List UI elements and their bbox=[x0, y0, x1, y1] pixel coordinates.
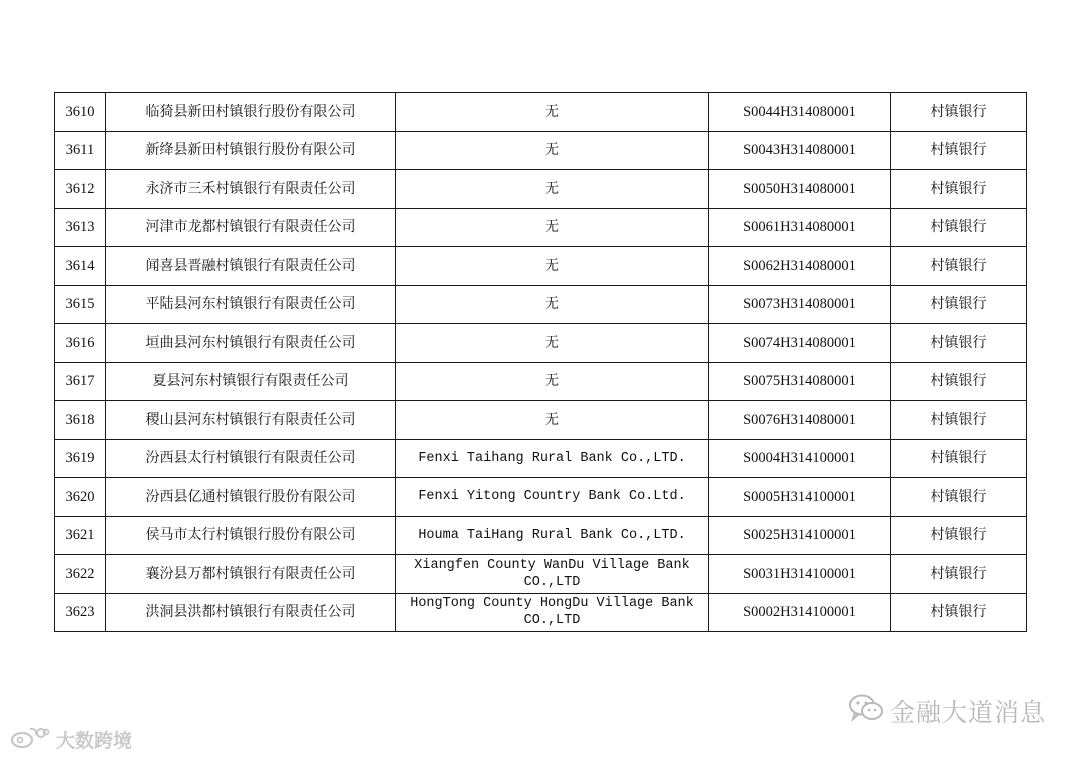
license-code-cell: S0005H314100001 bbox=[709, 478, 891, 517]
license-code-cell: S0074H314080001 bbox=[709, 324, 891, 363]
row-number-cell: 3615 bbox=[55, 285, 106, 324]
institution-type-cell: 村镇银行 bbox=[891, 593, 1027, 632]
table-row bbox=[55, 516, 1027, 555]
table-row bbox=[55, 285, 1027, 324]
english-name-cell: 无 bbox=[396, 285, 709, 324]
license-code-cell: S0061H314080001 bbox=[709, 208, 891, 247]
weibo-icon bbox=[10, 724, 50, 755]
watermark-weibo bbox=[10, 724, 132, 755]
row-number-cell: 3622 bbox=[55, 555, 106, 594]
english-name-cell: Fenxi Taihang Rural Bank Co.,LTD. bbox=[396, 439, 709, 478]
institution-type-cell: 村镇银行 bbox=[891, 247, 1027, 286]
row-number-cell: 3614 bbox=[55, 247, 106, 286]
english-name-cell: 无 bbox=[396, 170, 709, 209]
bank-name-cell: 襄汾县万都村镇银行有限责任公司 bbox=[106, 555, 396, 594]
table-row bbox=[55, 170, 1027, 209]
row-number-cell: 3621 bbox=[55, 516, 106, 555]
row-number-cell: 3610 bbox=[55, 93, 106, 132]
bank-name-cell: 稷山县河东村镇银行有限责任公司 bbox=[106, 401, 396, 440]
license-code-cell: S0062H314080001 bbox=[709, 247, 891, 286]
watermark-wechat-text: 金融大道消息 bbox=[889, 698, 1046, 727]
wechat-icon bbox=[848, 693, 884, 729]
table-row bbox=[55, 593, 1027, 632]
english-name-cell: Xiangfen County WanDu Village Bank CO.,LTD bbox=[396, 555, 709, 594]
table-row bbox=[55, 362, 1027, 401]
bank-name-cell: 新绛县新田村镇银行股份有限公司 bbox=[106, 131, 396, 170]
table-row bbox=[55, 131, 1027, 170]
bank-name-cell: 闻喜县晋融村镇银行有限责任公司 bbox=[106, 247, 396, 286]
table-row bbox=[55, 439, 1027, 478]
bank-name-cell: 洪洞县洪都村镇银行有限责任公司 bbox=[106, 593, 396, 632]
english-name-cell: 无 bbox=[396, 93, 709, 132]
row-number-cell: 3611 bbox=[55, 131, 106, 170]
institution-type-cell: 村镇银行 bbox=[891, 131, 1027, 170]
table-row bbox=[55, 247, 1027, 286]
license-code-cell: S0050H314080001 bbox=[709, 170, 891, 209]
license-code-cell: S0073H314080001 bbox=[709, 285, 891, 324]
institution-type-cell: 村镇银行 bbox=[891, 208, 1027, 247]
institution-type-cell: 村镇银行 bbox=[891, 555, 1027, 594]
row-number-cell: 3618 bbox=[55, 401, 106, 440]
license-code-cell: S0002H314100001 bbox=[709, 593, 891, 632]
english-name-cell: Fenxi Yitong Country Bank Co.Ltd. bbox=[396, 478, 709, 517]
table-row bbox=[55, 555, 1027, 594]
license-code-cell: S0025H314100001 bbox=[709, 516, 891, 555]
institution-type-cell: 村镇银行 bbox=[891, 401, 1027, 440]
bank-name-cell: 侯马市太行村镇银行股份有限公司 bbox=[106, 516, 396, 555]
row-number-cell: 3620 bbox=[55, 478, 106, 517]
license-code-cell: S0044H314080001 bbox=[709, 93, 891, 132]
license-code-cell: S0076H314080001 bbox=[709, 401, 891, 440]
table-row bbox=[55, 208, 1027, 247]
english-name-cell: 无 bbox=[396, 401, 709, 440]
institution-type-cell: 村镇银行 bbox=[891, 170, 1027, 209]
institution-type-cell: 村镇银行 bbox=[891, 362, 1027, 401]
bank-name-cell: 临猗县新田村镇银行股份有限公司 bbox=[106, 93, 396, 132]
row-number-cell: 3613 bbox=[55, 208, 106, 247]
bank-name-cell: 河津市龙都村镇银行有限责任公司 bbox=[106, 208, 396, 247]
english-name-cell: 无 bbox=[396, 362, 709, 401]
watermark-weibo-text: 大数跨境 bbox=[56, 730, 133, 752]
table-row bbox=[55, 401, 1027, 440]
row-number-cell: 3616 bbox=[55, 324, 106, 363]
bank-list-table bbox=[54, 92, 1027, 632]
table-row bbox=[55, 324, 1027, 363]
institution-type-cell: 村镇银行 bbox=[891, 516, 1027, 555]
table-body bbox=[55, 93, 1027, 632]
bank-name-cell: 永济市三禾村镇银行有限责任公司 bbox=[106, 170, 396, 209]
row-number-cell: 3623 bbox=[55, 593, 106, 632]
watermark-wechat bbox=[848, 693, 1046, 729]
institution-type-cell: 村镇银行 bbox=[891, 285, 1027, 324]
bank-name-cell: 汾西县亿通村镇银行股份有限公司 bbox=[106, 478, 396, 517]
table-row bbox=[55, 478, 1027, 517]
row-number-cell: 3619 bbox=[55, 439, 106, 478]
institution-type-cell: 村镇银行 bbox=[891, 478, 1027, 517]
english-name-cell: HongTong County HongDu Village Bank CO.,LTD bbox=[396, 593, 709, 632]
english-name-cell: 无 bbox=[396, 131, 709, 170]
license-code-cell: S0004H314100001 bbox=[709, 439, 891, 478]
table-row bbox=[55, 93, 1027, 132]
bank-name-cell: 夏县河东村镇银行有限责任公司 bbox=[106, 362, 396, 401]
bank-name-cell: 垣曲县河东村镇银行有限责任公司 bbox=[106, 324, 396, 363]
institution-type-cell: 村镇银行 bbox=[891, 93, 1027, 132]
english-name-cell: 无 bbox=[396, 208, 709, 247]
license-code-cell: S0031H314100001 bbox=[709, 555, 891, 594]
license-code-cell: S0043H314080001 bbox=[709, 131, 891, 170]
english-name-cell: Houma TaiHang Rural Bank Co.,LTD. bbox=[396, 516, 709, 555]
row-number-cell: 3612 bbox=[55, 170, 106, 209]
english-name-cell: 无 bbox=[396, 247, 709, 286]
institution-type-cell: 村镇银行 bbox=[891, 439, 1027, 478]
english-name-cell: 无 bbox=[396, 324, 709, 363]
institution-type-cell: 村镇银行 bbox=[891, 324, 1027, 363]
row-number-cell: 3617 bbox=[55, 362, 106, 401]
bank-name-cell: 平陆县河东村镇银行有限责任公司 bbox=[106, 285, 396, 324]
bank-name-cell: 汾西县太行村镇银行有限责任公司 bbox=[106, 439, 396, 478]
license-code-cell: S0075H314080001 bbox=[709, 362, 891, 401]
